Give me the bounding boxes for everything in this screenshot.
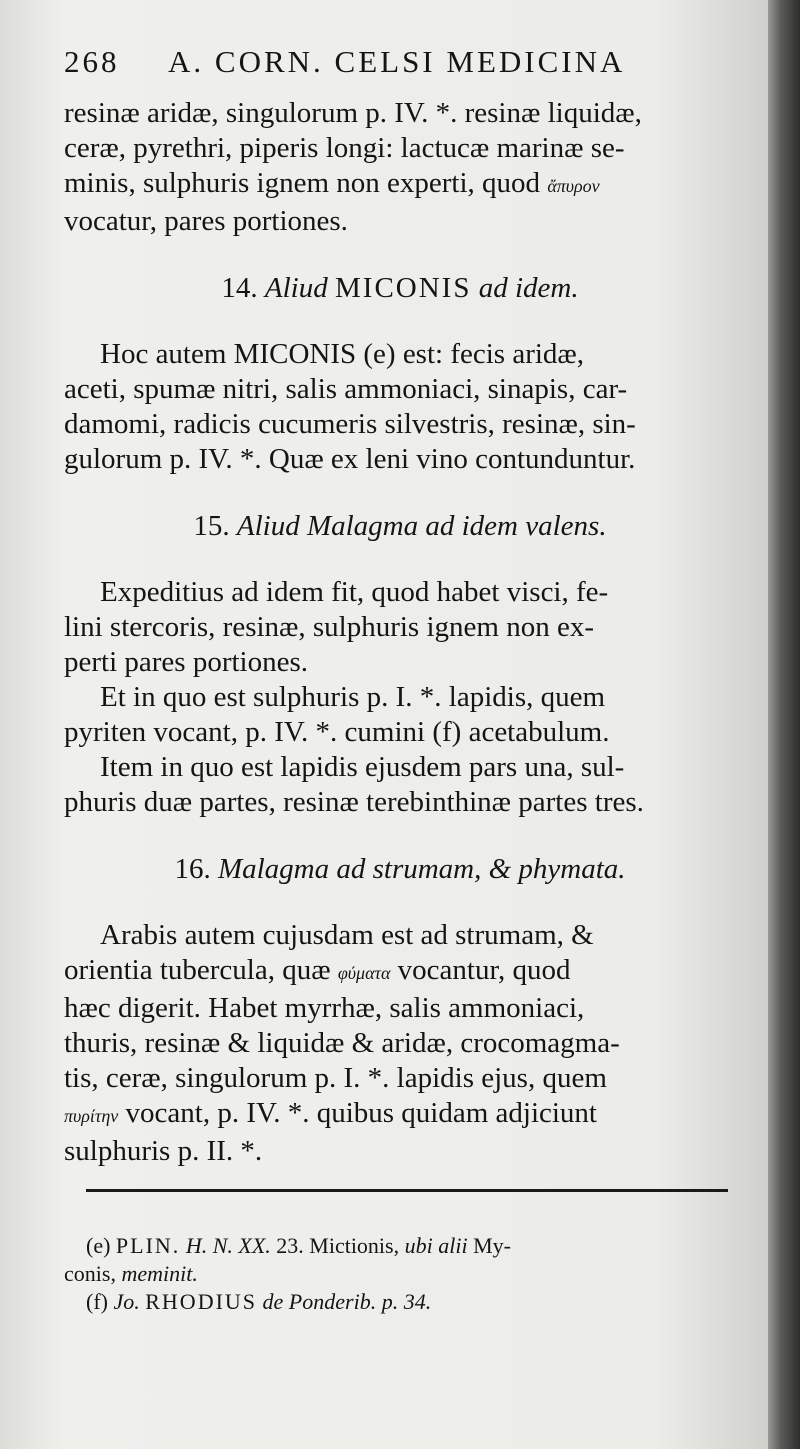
text-span: orientia tubercula, quæ	[64, 954, 331, 986]
footnote-text: Jo.	[113, 1289, 140, 1314]
text-span: vocantur, quod	[397, 954, 571, 986]
text-line: vocatur, pares portiones.	[64, 205, 348, 237]
section-14-heading	[64, 239, 736, 337]
text-line: ceræ, pyrethri, piperis longi: lactucæ marinæ se-	[64, 132, 625, 164]
text-line: phuris duæ partes, resinæ terebinthinæ partes tres.	[64, 786, 644, 818]
page-number: 268	[64, 44, 120, 79]
footnote-text: de Ponderib.	[262, 1289, 377, 1314]
text-line: hæc digerit. Habet myrrhæ, salis ammoniaci,	[64, 992, 585, 1024]
footnote-text: conis,	[64, 1261, 116, 1286]
text-line: sulphuris p. II. *.	[64, 1135, 263, 1167]
heading-text: Aliud Malagma ad idem valens.	[236, 510, 607, 542]
text-line	[64, 953, 736, 991]
heading-text: ad idem.	[478, 272, 579, 304]
footnote-f	[64, 1288, 736, 1316]
text-line: Hoc autem MICONIS (e) est: fecis aridæ,	[100, 338, 585, 370]
running-header	[64, 44, 736, 96]
section-14-paragraph-cont	[64, 372, 736, 477]
text-line: perti pares portiones.	[64, 646, 309, 678]
footnote-text: ubi alii	[404, 1233, 468, 1258]
running-title: A. CORN. CELSI MEDICINA	[168, 44, 626, 79]
page-edge-shadow	[768, 0, 800, 1449]
section-16-paragraph	[64, 918, 736, 1169]
footnote-line	[64, 1260, 736, 1288]
footnote-e	[64, 1232, 736, 1288]
text-span: vocant, p. IV. *. quibus quidam adjiciunt	[125, 1097, 597, 1129]
footnote-ref: H. N. XX.	[185, 1233, 271, 1258]
footnote-mark: (f)	[86, 1289, 108, 1314]
text-line: Et in quo est sulphuris p. I. *. lapidis, quem	[100, 681, 606, 713]
footnote-author: RHODIUS	[145, 1289, 258, 1314]
text-span: minis, sulphuris ignem non experti, quod	[64, 167, 541, 199]
footnote-text: My-	[473, 1233, 511, 1258]
footnote-author: PLIN.	[115, 1233, 181, 1258]
text-line: aceti, spumæ nitri, salis ammoniaci, sinapis, car-	[64, 373, 628, 405]
text-line	[64, 166, 736, 204]
section-15-heading	[64, 477, 736, 575]
section-number: 15.	[193, 510, 230, 542]
footnote-text: 23. Mictionis,	[276, 1233, 400, 1258]
footnote-rule	[86, 1189, 728, 1192]
text-line: Item in quo est lapidis ejusdem pars una, sul-	[100, 751, 625, 783]
greek-word: πυρίτην	[64, 1106, 119, 1126]
text-line: tis, ceræ, singulorum p. I. *. lapidis ejus, quem	[64, 1062, 607, 1094]
page-content	[64, 44, 736, 1316]
text-line: resinæ aridæ, singulorum p. IV. *. resinæ liquidæ,	[64, 97, 642, 129]
section-number: 14.	[221, 272, 258, 304]
section-14-paragraph	[64, 337, 736, 372]
section-number: 16.	[174, 853, 211, 885]
footnote-text: meminit.	[121, 1261, 198, 1286]
top-paragraph	[64, 96, 736, 239]
section-15-paragraph-2	[64, 680, 736, 750]
text-line: damomi, radicis cucumeris silvestris, resinæ, sin-	[64, 408, 636, 440]
greek-word: ἄπυρον	[547, 176, 600, 196]
text-line: gulorum p. IV. *. Quæ ex leni vino contunduntur.	[64, 443, 636, 475]
text-line: pyriten vocant, p. IV. *. cumini (f) acetabulum.	[64, 716, 610, 748]
heading-text: Aliud	[264, 272, 328, 304]
greek-word: φύματα	[337, 963, 391, 983]
footnote-line	[64, 1232, 736, 1260]
footnote-mark: (e)	[86, 1233, 111, 1258]
text-line	[64, 1096, 736, 1134]
text-line: Arabis autem cujusdam est ad strumam, &	[100, 919, 594, 951]
footnote-line	[64, 1288, 736, 1316]
text-line: Expeditius ad idem fit, quod habet visci, fe-	[100, 576, 609, 608]
heading-name: MICONIS	[335, 272, 472, 304]
text-line: thuris, resinæ & liquidæ & aridæ, crocomagma-	[64, 1027, 620, 1059]
section-15-paragraph-3	[64, 750, 736, 820]
text-line: lini stercoris, resinæ, sulphuris ignem non ex-	[64, 611, 594, 643]
section-16-heading	[64, 820, 736, 918]
heading-text: Malagma ad strumam, & phymata.	[217, 853, 626, 885]
section-15-paragraph-1	[64, 575, 736, 680]
footnote-text: p. 34.	[381, 1289, 432, 1314]
